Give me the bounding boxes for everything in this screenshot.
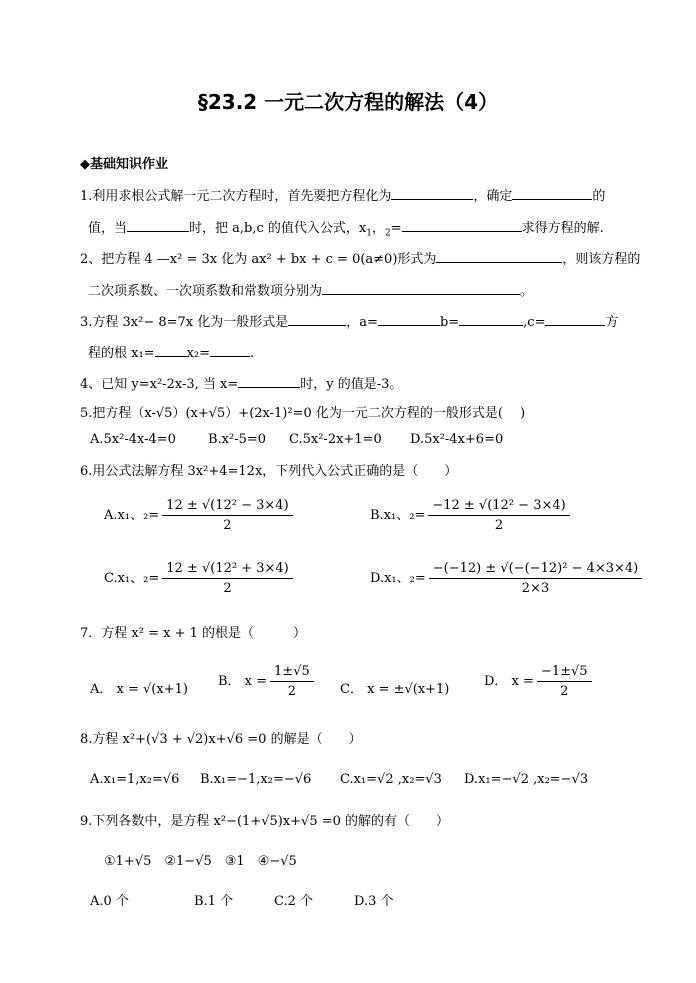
q4-text-a: 4、已知 y=x²-2x-3, 当 x= (80, 377, 239, 392)
q2-blank-1 (436, 250, 562, 263)
q8-option-b: B.x₁=−1,x₂=−√6 (200, 772, 312, 787)
q2-text-c: 二次项系数、一次项系数和常数项分别为 (88, 284, 323, 299)
q7-b-label: B． x = (218, 674, 268, 689)
q6-c-label: C.x₁、₂= (104, 571, 160, 586)
q6-b-numerator: −12 ± √(12² − 3×4) (428, 498, 569, 516)
q3-blank-3 (459, 313, 523, 326)
q2-text-a: 2、把方程 4 —x² = 3x 化为 ax² + bx + c = 0(a≠0)形式为 (80, 252, 437, 267)
question-9-stem: 9.下列各数中，是方程 x²−(1+√5)x+√5 =0 的解的有（ ） (80, 814, 450, 829)
q6-a-label: A.x₁、₂= (104, 508, 160, 523)
q3-text-h: . (250, 346, 255, 361)
q2-blank-2 (322, 282, 520, 295)
q6-a-fraction (162, 498, 292, 533)
question-6-stem: 6.用公式法解方程 3x²+4=12x，下列代入公式正确的是（ ） (80, 464, 458, 479)
page-title: §23.2 一元二次方程的解法（4） (197, 90, 499, 114)
q1-blank-3 (127, 219, 189, 232)
q8-option-d: D.x₁=−√2 ,x₂=−√3 (464, 772, 589, 787)
q3-text-g: x₂= (186, 346, 211, 361)
question-3-line-1 (80, 313, 618, 332)
q9-option-d: D.3 个 (354, 894, 394, 909)
q3-blank-2 (378, 313, 440, 326)
q1-text-a: 1.利用求根公式解一元二次方程时，首先要把方程化为 (80, 189, 392, 204)
q3-text-b: ，a= (346, 315, 378, 330)
q6-a-denominator: 2 (223, 518, 232, 533)
q1-text-e: 时，把 a,b,c 的值代入公式，x (189, 221, 367, 236)
q3-blank-5 (155, 344, 187, 357)
question-8-stem: 8.方程 x²+(√3 + √2)x+√6 =0 的解是（ ） (80, 732, 362, 747)
q2-text-b: ，则该方程的 (562, 252, 641, 267)
q6-option-b (370, 498, 573, 533)
question-5-stem: 5.把方程（x-√5）(x+√5）+(2x-1)²=0 化为一元二次方程的一般形式是( ) (80, 406, 526, 421)
q3-blank-6 (210, 344, 250, 357)
q6-a-numerator: 12 ± √(12² − 3×4) (162, 498, 292, 516)
q7-d-label: D． x = (484, 674, 534, 689)
question-3-line-2 (88, 344, 254, 363)
question-1-line-1 (80, 187, 605, 206)
q1-blank-2 (512, 187, 592, 200)
question-1-line-2: 值，当 时，把 a,b,c 的值代入公式，$x_1$，$_2$= 求得方程的解. (88, 221, 604, 239)
q1-text-d: 值，当 (88, 221, 128, 236)
section-heading: ◆基础知识作业 (80, 157, 168, 172)
q6-option-c (104, 561, 296, 596)
q3-text-f: 程的根 x₁= (88, 346, 155, 361)
q3-blank-4 (545, 313, 605, 326)
q1-text-f: 求得方程的解. (521, 221, 604, 236)
question-4 (80, 375, 402, 394)
q6-option-d (370, 561, 645, 596)
q3-text-d: ,c= (523, 315, 546, 330)
q1-blank-4 (402, 219, 522, 232)
question-2-line-1 (80, 250, 640, 269)
q6-b-label: B.x₁、₂= (370, 508, 426, 523)
q8-option-a: A.x₁=1,x₂=√6 (90, 772, 180, 787)
q4-blank-1 (238, 375, 300, 388)
q7-option-a: A． x = √(x+1) (90, 682, 188, 697)
q6-d-label: D.x₁、₂= (370, 571, 426, 586)
q1-text-c: 的 (592, 189, 606, 204)
q7-b-denominator: 2 (287, 684, 297, 699)
q3-text-e: 方 (605, 315, 619, 330)
q1-text-b: ，确定 (473, 189, 513, 204)
q6-d-denominator: 2×3 (521, 581, 550, 596)
q6-c-fraction (162, 561, 292, 596)
q7-d-numerator: −1±√5 (537, 664, 592, 682)
q7-d-denominator: 2 (560, 684, 569, 699)
q3-text-a: 3.方程 3x²− 8=7x 化为一般形式是 (80, 315, 289, 330)
q8-option-c: C.x₁=√2 ,x₂=√3 (340, 772, 442, 787)
q6-b-fraction (428, 498, 569, 533)
q7-b-fraction (270, 664, 314, 699)
q7-b-numerator: 1±√5 (270, 664, 314, 682)
q6-option-a (104, 498, 296, 533)
question-2-line-2 (88, 282, 533, 301)
q6-c-denominator: 2 (223, 581, 232, 596)
q3-text-c: b= (439, 315, 460, 330)
q5-option-b: B.x²-5=0 (208, 432, 267, 447)
q7-option-b (218, 664, 317, 699)
q6-d-fraction (429, 561, 643, 596)
q9-option-b: B.1 个 (194, 894, 234, 909)
q4-text-b: 时，y 的值是-3。 (300, 377, 403, 392)
q6-b-denominator: 2 (494, 518, 504, 533)
q6-c-numerator: 12 ± √(12² + 3×4) (162, 561, 292, 579)
q9-option-a: A.0 个 (90, 894, 129, 909)
q2-text-d: 。 (520, 284, 534, 299)
q7-option-d (484, 664, 595, 699)
q5-option-d: D.5x²-4x+6=0 (410, 432, 504, 447)
q7-option-c: C． x = ±√(x+1) (340, 682, 450, 697)
q7-d-fraction (537, 664, 592, 699)
q9-option-c: C.2 个 (274, 894, 314, 909)
q5-option-c: C.5x²-2x+1=0 (289, 432, 382, 447)
question-7-stem: 7．方程 x² = x + 1 的根是（ ） (80, 626, 306, 641)
q5-option-a: A.5x²-4x-4=0 (90, 432, 176, 447)
q6-d-numerator: −(−12) ± √(−(−12)² − 4×3×4) (429, 561, 643, 579)
q3-blank-1 (288, 313, 346, 326)
q9-candidate-numbers: ①1+√5 ②1−√5 ③1 ④−√5 (104, 854, 297, 869)
q1-blank-1 (391, 187, 473, 200)
